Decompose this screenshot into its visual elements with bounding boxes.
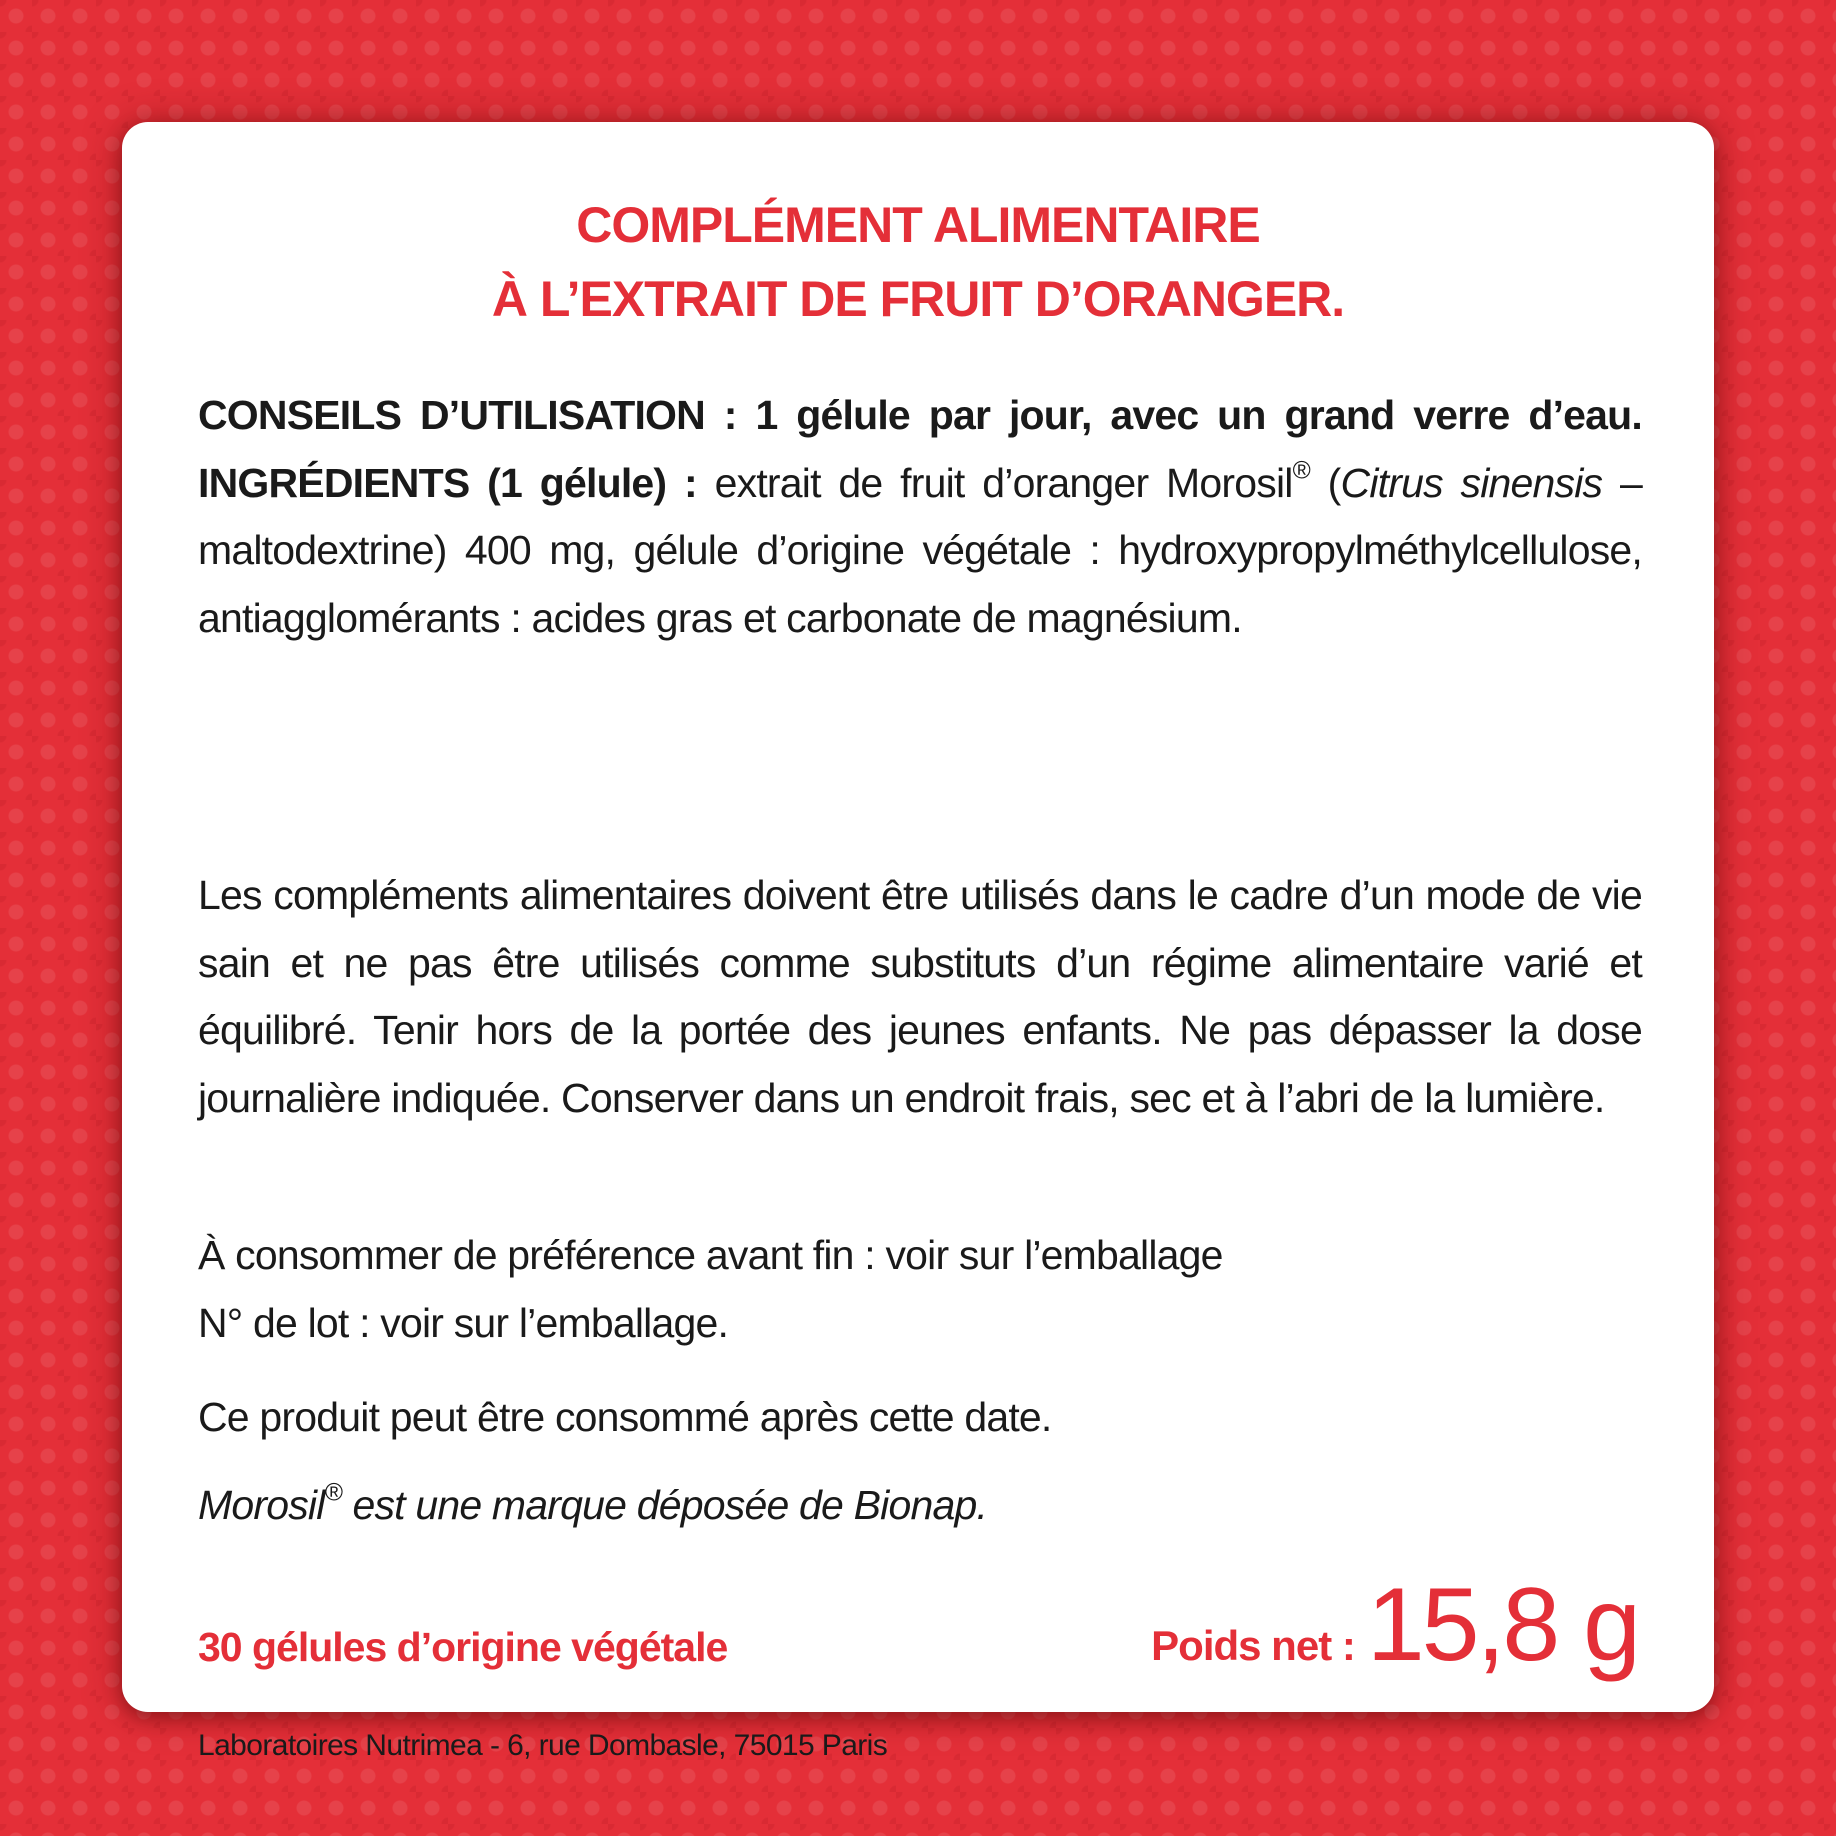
trademark-text: est une marque déposée de Bionap.	[341, 1482, 988, 1528]
trademark-registered-mark: ®	[324, 1479, 342, 1507]
after-date-text: Ce produit peut être consommé après cette date.	[198, 1394, 1052, 1440]
dates-paragraph	[198, 1222, 1642, 1357]
title-line-1: COMPLÉMENT ALIMENTAIRE	[576, 197, 1260, 253]
usage-text: 1 gélule par jour, avec un grand verre d’eau.	[755, 392, 1643, 438]
product-title	[122, 188, 1714, 336]
warning-paragraph: Les compléments alimentaires doivent être utilisés dans le cadre d’un mode de vie sain et ne pas être utilisés comme substituts d’un régime alimentaire varié et équilibré. Tenir hors de la portée des jeunes enfants. Ne pas dépasser la dose journalière indiquée. Conserver dans un endroit frais, sec et à l’abri de la lumière.	[198, 872, 1642, 1121]
manufacturer-address: Laboratoires Nutrimea - 6, rue Dombasle, 75015 Paris	[198, 1729, 888, 1762]
latin-name: Citrus sinensis	[1340, 459, 1603, 506]
usage-label: CONSEILS D’UTILISATION :	[198, 392, 737, 438]
ingredients-label: INGRÉDIENTS (1 gélule) :	[198, 459, 697, 506]
usage-ingredients-paragraph	[198, 382, 1642, 652]
net-weight-label: Poids net :	[1151, 1622, 1355, 1669]
capsule-count: 30 gélules d’origine végétale	[198, 1624, 728, 1670]
trademark-brand: Morosil	[198, 1482, 325, 1528]
ingredients-text-after: – maltodextrine) 400 mg, gélule d’origine végétale : hydroxypropylméthylcellulose, antiagglomérants : acides gras et carbonate de magnésium.	[198, 459, 1643, 641]
title-line-2: À L’EXTRAIT DE FRUIT D’ORANGER.	[491, 271, 1345, 327]
net-weight-value: 15,8 g	[1366, 1567, 1638, 1683]
ingredients-text-before: extrait de fruit d’oranger Morosil	[714, 459, 1293, 506]
lot-text: N° de lot : voir sur l’emballage.	[198, 1299, 729, 1346]
trademark-notice	[198, 1472, 1642, 1540]
net-weight	[1151, 1567, 1638, 1683]
best-before-text: À consommer de préférence avant fin : voir sur l’emballage	[198, 1232, 1223, 1278]
ingredients-paren: (	[1327, 459, 1341, 506]
label-card	[122, 122, 1714, 1762]
registered-mark: ®	[1292, 457, 1310, 485]
